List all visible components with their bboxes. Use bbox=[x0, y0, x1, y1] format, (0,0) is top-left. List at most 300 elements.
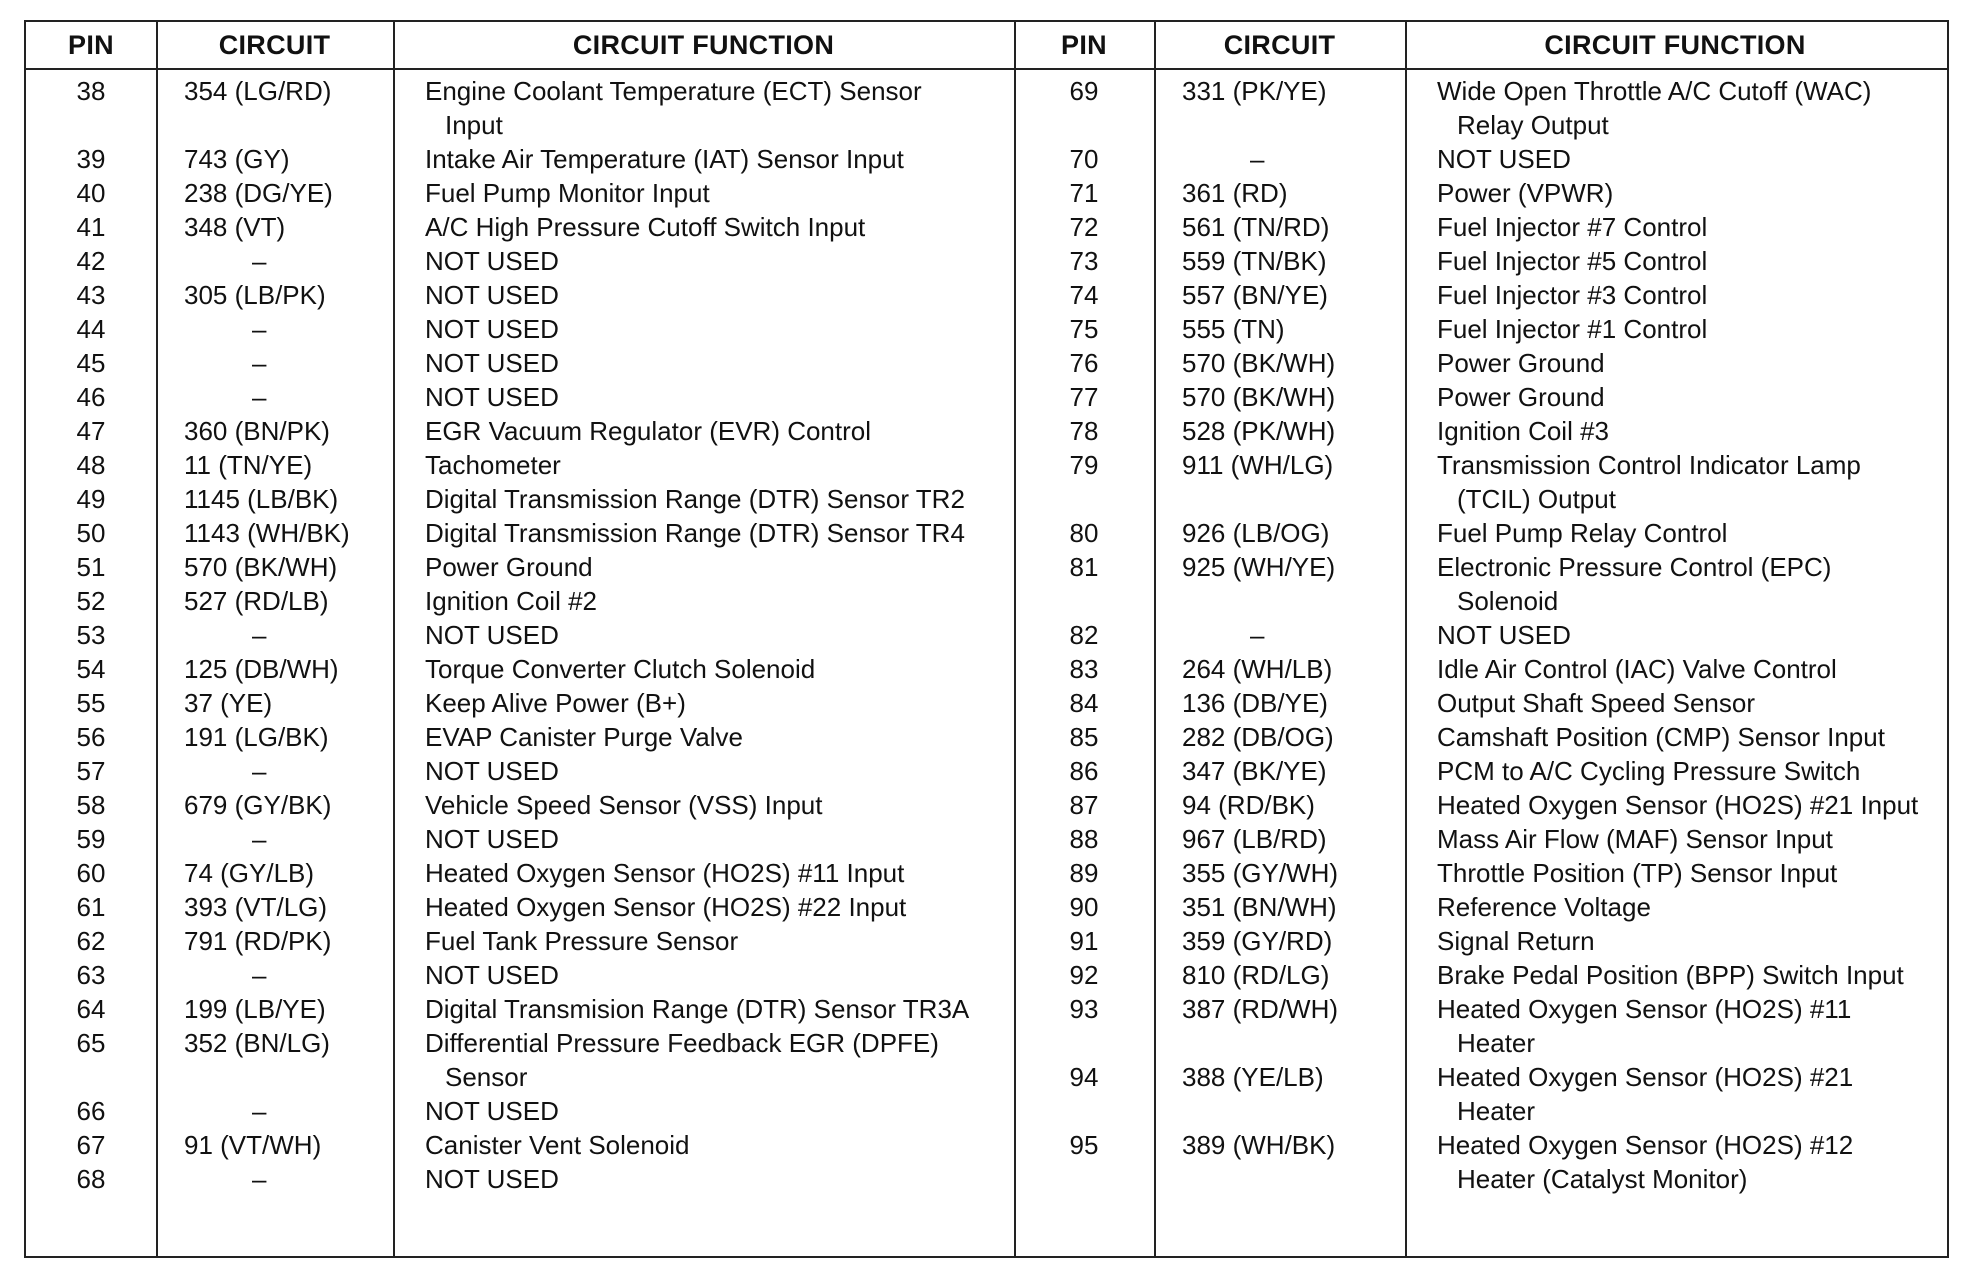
circuit-function bbox=[1405, 210, 1945, 244]
table-row bbox=[26, 448, 1014, 482]
table-row bbox=[1014, 652, 1947, 686]
circuit-function bbox=[393, 1128, 1014, 1162]
table-row bbox=[26, 720, 1014, 754]
pin-number: 41 bbox=[76, 212, 106, 242]
pin-number: 89 bbox=[1069, 858, 1099, 888]
function-text-continued: Sensor bbox=[445, 1062, 528, 1092]
circuit-value: 926 (LB/OG) bbox=[1182, 518, 1330, 548]
table-row bbox=[26, 550, 1014, 584]
function-text: Digital Transmision Range (DTR) Sensor TR3A bbox=[425, 994, 970, 1024]
circuit-function bbox=[1405, 346, 1945, 380]
circuit-id bbox=[1154, 244, 1405, 278]
circuit-value: 555 (TN) bbox=[1182, 314, 1285, 344]
table-row bbox=[26, 1128, 1014, 1162]
table-row bbox=[26, 142, 1014, 176]
circuit-function bbox=[1405, 1060, 1945, 1128]
circuit-value: – bbox=[252, 382, 267, 412]
function-text: Vehicle Speed Sensor (VSS) Input bbox=[425, 790, 823, 820]
function-text-continued: (TCIL) Output bbox=[1457, 484, 1616, 514]
function-text: NOT USED bbox=[425, 382, 559, 412]
circuit-function bbox=[393, 686, 1014, 720]
circuit-value: 559 (TN/BK) bbox=[1182, 246, 1327, 276]
header-circuit-function: CIRCUIT FUNCTION bbox=[572, 29, 835, 60]
circuit-id bbox=[156, 720, 393, 754]
circuit-function bbox=[393, 550, 1014, 584]
pin-number: 77 bbox=[1069, 382, 1099, 412]
circuit-value: 527 (RD/LB) bbox=[184, 586, 329, 616]
circuit-value: 679 (GY/BK) bbox=[184, 790, 332, 820]
circuit-id bbox=[156, 278, 393, 312]
function-text: Power Ground bbox=[425, 552, 593, 582]
circuit-function bbox=[393, 244, 1014, 278]
circuit-function bbox=[1405, 244, 1945, 278]
pin-number: 59 bbox=[76, 824, 106, 854]
circuit-id bbox=[1154, 346, 1405, 380]
pin-number: 79 bbox=[1069, 450, 1099, 480]
circuit-id bbox=[1154, 754, 1405, 788]
circuit-function bbox=[393, 924, 1014, 958]
circuit-function bbox=[393, 720, 1014, 754]
circuit-function bbox=[393, 278, 1014, 312]
circuit-id bbox=[1154, 516, 1405, 550]
table-row bbox=[26, 482, 1014, 516]
function-text: NOT USED bbox=[425, 756, 559, 786]
circuit-value: 387 (RD/WH) bbox=[1182, 994, 1339, 1024]
pin-number: 60 bbox=[76, 858, 106, 888]
circuit-value: 352 (BN/LG) bbox=[184, 1028, 330, 1058]
circuit-id bbox=[1154, 176, 1405, 210]
function-text: Heated Oxygen Sensor (HO2S) #21 bbox=[1437, 1062, 1854, 1092]
circuit-id bbox=[156, 210, 393, 244]
circuit-function bbox=[1405, 1128, 1945, 1196]
circuit-function bbox=[1405, 550, 1945, 618]
circuit-function bbox=[1405, 142, 1945, 176]
table-row bbox=[26, 516, 1014, 550]
header-pin: PIN bbox=[68, 29, 114, 60]
function-text-continued: Input bbox=[445, 110, 503, 140]
table-row bbox=[26, 210, 1014, 244]
table-row bbox=[1014, 448, 1947, 516]
function-text: Transmission Control Indicator Lamp bbox=[1437, 450, 1861, 480]
pin-number: 74 bbox=[1069, 280, 1099, 310]
circuit-value: 361 (RD) bbox=[1182, 178, 1288, 208]
pin-number: 49 bbox=[76, 484, 106, 514]
table-row bbox=[1014, 142, 1947, 176]
circuit-id bbox=[156, 414, 393, 448]
circuit-value: 91 (VT/WH) bbox=[184, 1130, 322, 1160]
circuit-id bbox=[1154, 210, 1405, 244]
function-text: Fuel Injector #1 Control bbox=[1437, 314, 1708, 344]
pin-number: 40 bbox=[76, 178, 106, 208]
function-text: NOT USED bbox=[425, 280, 559, 310]
pin-number: 93 bbox=[1069, 994, 1099, 1024]
circuit-function bbox=[1405, 278, 1945, 312]
pin-number: 57 bbox=[76, 756, 106, 786]
circuit-function bbox=[393, 380, 1014, 414]
table-row bbox=[26, 788, 1014, 822]
circuit-id bbox=[156, 244, 393, 278]
function-text: Camshaft Position (CMP) Sensor Input bbox=[1437, 722, 1885, 752]
circuit-value: 348 (VT) bbox=[184, 212, 286, 242]
left-header-row bbox=[26, 22, 1014, 70]
function-text: PCM to A/C Cycling Pressure Switch bbox=[1437, 756, 1861, 786]
header-circuit: CIRCUIT bbox=[218, 29, 331, 60]
table-row bbox=[26, 890, 1014, 924]
circuit-value: 359 (GY/RD) bbox=[1182, 926, 1333, 956]
function-text: Electronic Pressure Control (EPC) bbox=[1437, 552, 1832, 582]
circuit-value: – bbox=[252, 960, 267, 990]
function-text: NOT USED bbox=[425, 246, 559, 276]
circuit-id bbox=[156, 652, 393, 686]
table-row bbox=[1014, 822, 1947, 856]
function-text: NOT USED bbox=[1437, 144, 1571, 174]
table-row bbox=[1014, 346, 1947, 380]
pin-number: 39 bbox=[76, 144, 106, 174]
circuit-value: 191 (LG/BK) bbox=[184, 722, 329, 752]
pin-number: 84 bbox=[1069, 688, 1099, 718]
circuit-value: 264 (WH/LB) bbox=[1182, 654, 1333, 684]
function-text-continued: Relay Output bbox=[1457, 110, 1609, 140]
table-row bbox=[1014, 788, 1947, 822]
table-row bbox=[1014, 958, 1947, 992]
table-row bbox=[1014, 380, 1947, 414]
pin-number: 71 bbox=[1069, 178, 1099, 208]
circuit-function bbox=[393, 992, 1014, 1026]
circuit-id bbox=[1154, 958, 1405, 992]
circuit-value: 570 (BK/WH) bbox=[1182, 348, 1336, 378]
function-text: Fuel Tank Pressure Sensor bbox=[425, 926, 739, 956]
circuit-value: 810 (RD/LG) bbox=[1182, 960, 1330, 990]
table-row bbox=[1014, 414, 1947, 448]
pin-number: 69 bbox=[1069, 76, 1099, 106]
circuit-function bbox=[1405, 686, 1945, 720]
circuit-function bbox=[1405, 924, 1945, 958]
circuit-id bbox=[156, 1128, 393, 1162]
circuit-function bbox=[393, 482, 1014, 516]
pin-number: 48 bbox=[76, 450, 106, 480]
circuit-function bbox=[1405, 312, 1945, 346]
left-pin-table bbox=[26, 22, 1016, 1256]
function-text: Fuel Injector #7 Control bbox=[1437, 212, 1708, 242]
circuit-function bbox=[393, 584, 1014, 618]
circuit-function bbox=[1405, 380, 1945, 414]
circuit-value: 528 (PK/WH) bbox=[1182, 416, 1336, 446]
circuit-value: 305 (LB/PK) bbox=[184, 280, 326, 310]
pin-number: 81 bbox=[1069, 552, 1099, 582]
circuit-value: 74 (GY/LB) bbox=[184, 858, 315, 888]
circuit-value: 743 (GY) bbox=[184, 144, 290, 174]
table-row bbox=[26, 618, 1014, 652]
circuit-id bbox=[156, 584, 393, 618]
pin-number: 47 bbox=[76, 416, 106, 446]
pin-number: 83 bbox=[1069, 654, 1099, 684]
pin-number: 54 bbox=[76, 654, 106, 684]
table-row bbox=[26, 958, 1014, 992]
circuit-id bbox=[156, 176, 393, 210]
function-text: Fuel Pump Monitor Input bbox=[425, 178, 710, 208]
circuit-id bbox=[1154, 856, 1405, 890]
circuit-value: 967 (LB/RD) bbox=[1182, 824, 1327, 854]
table-row bbox=[1014, 244, 1947, 278]
table-row bbox=[26, 244, 1014, 278]
circuit-value: 355 (GY/WH) bbox=[1182, 858, 1339, 888]
function-text: Ignition Coil #3 bbox=[1437, 416, 1609, 446]
circuit-function bbox=[393, 618, 1014, 652]
table-row bbox=[26, 1094, 1014, 1128]
circuit-function bbox=[393, 176, 1014, 210]
circuit-id bbox=[156, 516, 393, 550]
pin-number: 75 bbox=[1069, 314, 1099, 344]
table-row bbox=[1014, 1060, 1947, 1128]
circuit-function bbox=[393, 890, 1014, 924]
function-text: Fuel Injector #3 Control bbox=[1437, 280, 1708, 310]
function-text: Tachometer bbox=[425, 450, 561, 480]
pin-number: 51 bbox=[76, 552, 106, 582]
circuit-id bbox=[156, 754, 393, 788]
circuit-value: 393 (VT/LG) bbox=[184, 892, 328, 922]
table-row bbox=[26, 312, 1014, 346]
circuit-function bbox=[1405, 890, 1945, 924]
circuit-id bbox=[1154, 380, 1405, 414]
pin-number: 88 bbox=[1069, 824, 1099, 854]
circuit-value: 94 (RD/BK) bbox=[1182, 790, 1315, 820]
circuit-function bbox=[393, 312, 1014, 346]
pin-number: 66 bbox=[76, 1096, 106, 1126]
circuit-id bbox=[156, 958, 393, 992]
circuit-value: 199 (LB/YE) bbox=[184, 994, 326, 1024]
circuit-value: 791 (RD/PK) bbox=[184, 926, 332, 956]
function-text: Heated Oxygen Sensor (HO2S) #12 bbox=[1437, 1130, 1854, 1160]
function-text: NOT USED bbox=[425, 824, 559, 854]
pin-number: 95 bbox=[1069, 1130, 1099, 1160]
pin-number: 58 bbox=[76, 790, 106, 820]
pin-number: 70 bbox=[1069, 144, 1099, 174]
function-text: Power Ground bbox=[1437, 348, 1605, 378]
table-row bbox=[1014, 618, 1947, 652]
pin-number: 42 bbox=[76, 246, 106, 276]
function-text: Mass Air Flow (MAF) Sensor Input bbox=[1437, 824, 1833, 854]
table-row bbox=[1014, 210, 1947, 244]
circuit-id bbox=[1154, 278, 1405, 312]
function-text: Heated Oxygen Sensor (HO2S) #11 bbox=[1437, 994, 1852, 1024]
circuit-id bbox=[156, 856, 393, 890]
pin-number: 55 bbox=[76, 688, 106, 718]
function-text: NOT USED bbox=[1437, 620, 1571, 650]
function-text: A/C High Pressure Cutoff Switch Input bbox=[425, 212, 866, 242]
circuit-value: 360 (BN/PK) bbox=[184, 416, 330, 446]
function-text: Digital Transmission Range (DTR) Sensor TR2 bbox=[425, 484, 965, 514]
table-row bbox=[1014, 720, 1947, 754]
circuit-id bbox=[1154, 414, 1405, 448]
function-text: Wide Open Throttle A/C Cutoff (WAC) bbox=[1437, 76, 1872, 106]
function-text: Digital Transmission Range (DTR) Sensor TR4 bbox=[425, 518, 965, 548]
pin-number: 94 bbox=[1069, 1062, 1099, 1092]
pin-number: 53 bbox=[76, 620, 106, 650]
function-text: Power (VPWR) bbox=[1437, 178, 1614, 208]
pin-number: 78 bbox=[1069, 416, 1099, 446]
function-text: Brake Pedal Position (BPP) Switch Input bbox=[1437, 960, 1904, 990]
circuit-id bbox=[156, 1094, 393, 1128]
circuit-function bbox=[393, 1162, 1014, 1196]
function-text: Keep Alive Power (B+) bbox=[425, 688, 686, 718]
circuit-id bbox=[1154, 992, 1405, 1060]
circuit-value: – bbox=[252, 1164, 267, 1194]
table-row bbox=[1014, 550, 1947, 618]
circuit-function bbox=[393, 210, 1014, 244]
pin-number: 61 bbox=[76, 892, 106, 922]
table-row bbox=[1014, 992, 1947, 1060]
pin-number: 67 bbox=[76, 1130, 106, 1160]
circuit-function bbox=[1405, 992, 1945, 1060]
right-table-body bbox=[1014, 74, 1947, 1196]
table-row bbox=[26, 686, 1014, 720]
circuit-value: – bbox=[252, 756, 267, 786]
circuit-function bbox=[393, 822, 1014, 856]
circuit-function bbox=[1405, 720, 1945, 754]
function-text: NOT USED bbox=[425, 1096, 559, 1126]
circuit-function bbox=[393, 1026, 1014, 1094]
table-row bbox=[1014, 856, 1947, 890]
table-row bbox=[26, 754, 1014, 788]
circuit-value: 570 (BK/WH) bbox=[184, 552, 338, 582]
circuit-id bbox=[1154, 448, 1405, 516]
pin-number: 86 bbox=[1069, 756, 1099, 786]
header-circuit: CIRCUIT bbox=[1223, 29, 1336, 60]
circuit-function bbox=[393, 414, 1014, 448]
table-row bbox=[1014, 278, 1947, 312]
circuit-value: 136 (DB/YE) bbox=[1182, 688, 1328, 718]
circuit-function bbox=[393, 958, 1014, 992]
circuit-id bbox=[156, 1026, 393, 1094]
function-text: Heated Oxygen Sensor (HO2S) #22 Input bbox=[425, 892, 907, 922]
table-row bbox=[1014, 754, 1947, 788]
pin-table bbox=[24, 20, 1949, 1258]
table-row bbox=[1014, 686, 1947, 720]
circuit-function bbox=[1405, 822, 1945, 856]
circuit-function bbox=[393, 74, 1014, 142]
pin-number: 43 bbox=[76, 280, 106, 310]
table-row bbox=[26, 992, 1014, 1026]
circuit-id bbox=[1154, 142, 1405, 176]
circuit-value: 388 (YE/LB) bbox=[1182, 1062, 1324, 1092]
circuit-function bbox=[1405, 618, 1945, 652]
pin-number: 73 bbox=[1069, 246, 1099, 276]
pin-number: 56 bbox=[76, 722, 106, 752]
circuit-id bbox=[156, 142, 393, 176]
circuit-id bbox=[156, 448, 393, 482]
function-text: NOT USED bbox=[425, 960, 559, 990]
circuit-id bbox=[156, 550, 393, 584]
table-row bbox=[26, 652, 1014, 686]
pin-number: 92 bbox=[1069, 960, 1099, 990]
pin-number: 68 bbox=[76, 1164, 106, 1194]
circuit-function bbox=[1405, 788, 1945, 822]
circuit-id bbox=[156, 482, 393, 516]
pin-number: 45 bbox=[76, 348, 106, 378]
circuit-id bbox=[156, 822, 393, 856]
left-table-body bbox=[26, 74, 1014, 1196]
function-text: Heated Oxygen Sensor (HO2S) #21 Input bbox=[1437, 790, 1919, 820]
function-text: Torque Converter Clutch Solenoid bbox=[425, 654, 816, 684]
function-text: Signal Return bbox=[1437, 926, 1595, 956]
pin-number: 38 bbox=[76, 76, 106, 106]
function-text: Power Ground bbox=[1437, 382, 1605, 412]
circuit-id bbox=[1154, 618, 1405, 652]
function-text-continued: Heater bbox=[1457, 1096, 1536, 1126]
function-text: Canister Vent Solenoid bbox=[425, 1130, 690, 1160]
function-text: Differential Pressure Feedback EGR (DPFE) bbox=[425, 1028, 939, 1058]
pin-number: 76 bbox=[1069, 348, 1099, 378]
table-row bbox=[26, 924, 1014, 958]
circuit-function bbox=[393, 346, 1014, 380]
circuit-id bbox=[1154, 74, 1405, 142]
pin-number: 82 bbox=[1069, 620, 1099, 650]
circuit-id bbox=[1154, 890, 1405, 924]
table-row bbox=[26, 1026, 1014, 1094]
function-text-continued: Solenoid bbox=[1457, 586, 1559, 616]
circuit-function bbox=[1405, 652, 1945, 686]
circuit-value: – bbox=[1250, 620, 1265, 650]
circuit-function bbox=[393, 448, 1014, 482]
function-text: Fuel Pump Relay Control bbox=[1437, 518, 1728, 548]
circuit-value: – bbox=[1250, 144, 1265, 174]
function-text: Throttle Position (TP) Sensor Input bbox=[1437, 858, 1838, 888]
circuit-id bbox=[1154, 312, 1405, 346]
circuit-value: 925 (WH/YE) bbox=[1182, 552, 1336, 582]
pin-number: 91 bbox=[1069, 926, 1099, 956]
circuit-id bbox=[1154, 924, 1405, 958]
pin-number: 44 bbox=[76, 314, 106, 344]
circuit-function bbox=[1405, 74, 1945, 142]
function-text: NOT USED bbox=[425, 620, 559, 650]
pin-number: 87 bbox=[1069, 790, 1099, 820]
circuit-value: 570 (BK/WH) bbox=[1182, 382, 1336, 412]
circuit-function bbox=[393, 516, 1014, 550]
function-text: NOT USED bbox=[425, 1164, 559, 1194]
function-text: NOT USED bbox=[425, 314, 559, 344]
function-text: Intake Air Temperature (IAT) Sensor Input bbox=[425, 144, 904, 174]
circuit-value: 238 (DG/YE) bbox=[184, 178, 333, 208]
circuit-value: – bbox=[252, 824, 267, 854]
pin-number: 63 bbox=[76, 960, 106, 990]
circuit-value: 347 (BK/YE) bbox=[1182, 756, 1327, 786]
circuit-value: 1143 (WH/BK) bbox=[184, 518, 350, 548]
function-text: Heated Oxygen Sensor (HO2S) #11 Input bbox=[425, 858, 905, 888]
circuit-id bbox=[1154, 1060, 1405, 1128]
circuit-id bbox=[156, 890, 393, 924]
circuit-value: 557 (BN/YE) bbox=[1182, 280, 1328, 310]
pin-number: 85 bbox=[1069, 722, 1099, 752]
table-row bbox=[26, 380, 1014, 414]
circuit-value: 125 (DB/WH) bbox=[184, 654, 339, 684]
function-text-continued: Heater (Catalyst Monitor) bbox=[1457, 1164, 1748, 1194]
circuit-id bbox=[156, 380, 393, 414]
table-row bbox=[26, 856, 1014, 890]
circuit-value: 11 (TN/YE) bbox=[184, 450, 313, 480]
circuit-function bbox=[1405, 448, 1945, 516]
circuit-id bbox=[1154, 1128, 1405, 1196]
circuit-id bbox=[156, 346, 393, 380]
circuit-value: 911 (WH/LG) bbox=[1182, 450, 1334, 480]
function-text: Output Shaft Speed Sensor bbox=[1437, 688, 1755, 718]
circuit-id bbox=[1154, 652, 1405, 686]
circuit-function bbox=[1405, 414, 1945, 448]
function-text-continued: Heater bbox=[1457, 1028, 1536, 1058]
circuit-id bbox=[156, 924, 393, 958]
pin-number: 64 bbox=[76, 994, 106, 1024]
circuit-value: – bbox=[252, 314, 267, 344]
circuit-function bbox=[1405, 958, 1945, 992]
